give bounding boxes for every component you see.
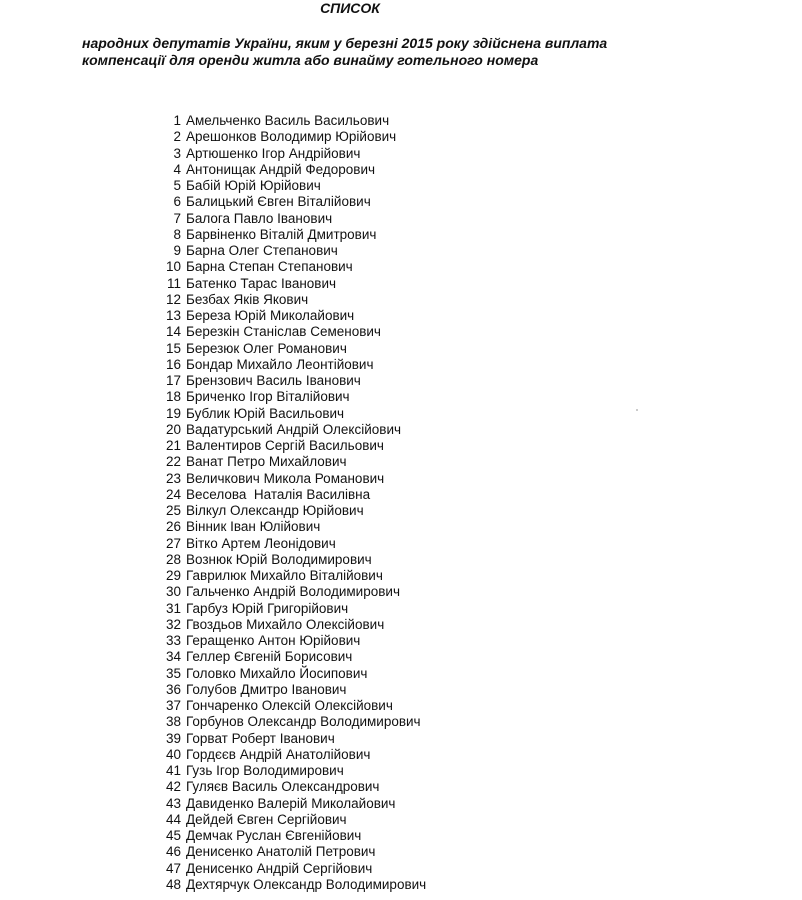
list-item (150, 162, 426, 178)
entry-name: Денисенко Андрій Сергійович (186, 860, 373, 876)
list-item (150, 373, 426, 389)
entry-number: 20 (165, 421, 181, 437)
entry-number: 35 (165, 665, 181, 681)
entry-name: Артюшенко Ігор Андрійович (186, 145, 361, 161)
entry-number: 18 (165, 389, 181, 405)
list-item (150, 568, 426, 584)
entry-number: 48 (165, 876, 181, 892)
list-item (150, 796, 426, 812)
list-item (150, 227, 426, 243)
document-title: СПИСОК (320, 0, 380, 16)
list-item (150, 747, 426, 763)
entry-name: Дехтярчук Олександр Володимирович (186, 876, 427, 892)
entry-name: Бриченко Ігор Віталійович (186, 389, 350, 405)
entry-name: Вінник Іван Юлійович (186, 519, 321, 535)
list-item (150, 389, 426, 405)
entry-name: Вознюк Юрій Володимирович (186, 551, 372, 567)
entry-number: 40 (165, 746, 181, 762)
scan-speck (636, 409, 638, 411)
entry-name: Дейдей Євген Сергійович (186, 811, 347, 827)
list-item (150, 861, 426, 877)
entry-name: Безбах Яків Якович (186, 291, 309, 307)
entry-number: 36 (165, 681, 181, 697)
entry-name: Давиденко Валерій Миколайович (186, 795, 396, 811)
entry-number: 27 (165, 535, 181, 551)
entry-name: Величкович Микола Романович (186, 470, 385, 486)
list-item (150, 503, 426, 519)
entry-number: 22 (165, 454, 181, 470)
entry-number: 8 (173, 226, 181, 242)
entry-name: Балицький Євген Віталійович (186, 194, 371, 210)
entry-name: Бондар Михайло Леонтійович (186, 356, 374, 372)
entry-name: Голубов Дмитро Іванович (186, 681, 347, 697)
list-item (150, 113, 426, 129)
list-item (150, 519, 426, 535)
entry-name: Горбунов Олександр Володимирович (186, 714, 421, 730)
entry-number: 28 (165, 551, 181, 567)
list-item (150, 357, 426, 373)
list-item (150, 276, 426, 292)
entry-number: 15 (165, 340, 181, 356)
list-item (150, 828, 426, 844)
entry-name: Гузь Ігор Володимирович (186, 763, 344, 778)
entry-number: 33 (165, 633, 181, 648)
entry-number: 23 (165, 470, 181, 486)
entry-name: Денисенко Анатолій Петрович (186, 844, 376, 860)
entry-name: Гарбуз Юрій Григорійович (186, 600, 349, 616)
list-item (150, 633, 426, 649)
list-item (150, 536, 426, 552)
entry-number: 46 (165, 844, 181, 860)
entry-name: Бабій Юрій Юрійович (186, 178, 321, 193)
entry-name: Веселова Наталія Василівна (186, 486, 371, 502)
entry-name: Амельченко Василь Васильович (186, 113, 390, 128)
entry-number: 30 (165, 584, 181, 600)
list-item (150, 763, 426, 779)
entry-name: Барвіненко Віталій Дмитрович (186, 226, 377, 242)
list-item (150, 714, 426, 730)
entry-number: 5 (173, 178, 181, 193)
entry-number: 24 (165, 486, 181, 502)
list-item (150, 844, 426, 860)
entry-name: Березюк Олег Романович (186, 340, 347, 356)
entry-number: 26 (165, 519, 181, 535)
list-item (150, 422, 426, 438)
entry-number: 9 (173, 243, 181, 258)
list-item (150, 666, 426, 682)
entry-name: Геллер Євгеній Борисович (186, 649, 353, 665)
entry-name: Вадатурський Андрій Олексійович (186, 421, 402, 437)
entry-number: 17 (165, 373, 181, 388)
list-item (150, 259, 426, 275)
list-item (150, 552, 426, 568)
entry-name: Береза Юрій Миколайович (186, 308, 355, 323)
entry-number: 1 (173, 113, 181, 128)
list-item (150, 243, 426, 259)
entry-number: 25 (165, 503, 181, 518)
entry-number: 13 (165, 308, 181, 323)
entry-name: Головко Михайло Йосипович (186, 665, 368, 681)
entry-name: Арешонков Володимир Юрійович (186, 129, 397, 145)
entry-name: Барна Олег Степанович (186, 243, 338, 258)
list-item (150, 308, 426, 324)
entry-number: 7 (173, 210, 181, 226)
entry-name: Геращенко Антон Юрійович (186, 633, 361, 648)
list-item (150, 194, 426, 210)
entry-number: 2 (173, 129, 181, 145)
entry-name: Валентиров Сергій Васильович (186, 438, 384, 453)
entry-number: 41 (165, 763, 181, 778)
entry-number: 34 (165, 649, 181, 665)
entry-number: 4 (173, 161, 181, 177)
entry-name: Брензович Василь Іванович (186, 373, 361, 388)
list-item (150, 178, 426, 194)
list-item (150, 812, 426, 828)
entry-number: 32 (165, 616, 181, 632)
entry-number: 12 (165, 291, 181, 307)
document-subtitle (82, 35, 782, 69)
entry-number: 43 (165, 795, 181, 811)
entry-number: 47 (165, 860, 181, 876)
list-item (150, 731, 426, 747)
entry-number: 31 (165, 600, 181, 616)
entry-name: Батенко Тарас Іванович (186, 275, 337, 291)
list-item (150, 649, 426, 665)
entry-name: Барна Степан Степанович (186, 259, 353, 275)
subtitle-line-1: народних депутатів України, яким у березні 2015 року здійснена виплата (82, 35, 608, 51)
entry-number: 6 (173, 194, 181, 210)
list-item (150, 877, 426, 893)
entry-name: Гаврилюк Михайло Віталійович (186, 568, 383, 583)
list-item (150, 471, 426, 487)
entry-name: Демчак Руслан Євгенійович (186, 828, 362, 843)
entry-name: Гуляєв Василь Олександрович (186, 779, 380, 795)
entry-name: Вітко Артем Леонідович (186, 535, 336, 551)
list-item (150, 146, 426, 162)
entry-name: Ванат Петро Михайлович (186, 454, 347, 470)
entry-name: Гвоздьов Михайло Олексійович (186, 616, 385, 632)
list-item (150, 617, 426, 633)
list-item (150, 454, 426, 470)
entry-number: 3 (173, 145, 181, 161)
list-item (150, 341, 426, 357)
list-item (150, 487, 426, 503)
list-item (150, 129, 426, 145)
entry-number: 44 (165, 811, 181, 827)
list-item (150, 682, 426, 698)
entry-name: Бублик Юрій Васильович (186, 405, 345, 421)
list-item (150, 698, 426, 714)
list-item (150, 324, 426, 340)
entry-name: Березкін Станіслав Семенович (186, 324, 381, 340)
list-item (150, 438, 426, 454)
subtitle-line-2: компенсації для оренди житла або винайму готельного номера (82, 52, 539, 68)
entry-number: 16 (165, 356, 181, 372)
entry-name: Горват Роберт Іванович (186, 730, 335, 746)
list-item (150, 779, 426, 795)
entry-number: 45 (165, 828, 181, 843)
entry-name: Вілкул Олександр Юрійович (186, 503, 364, 518)
entry-number: 10 (165, 259, 181, 275)
entry-number: 39 (165, 730, 181, 746)
entry-number: 11 (166, 275, 181, 291)
deputy-list (150, 113, 426, 893)
list-item (150, 601, 426, 617)
list-item (150, 211, 426, 227)
list-item (150, 406, 426, 422)
entry-number: 38 (165, 714, 181, 730)
entry-number: 14 (165, 324, 181, 340)
list-item (150, 584, 426, 600)
entry-name: Балога Павло Іванович (186, 210, 333, 226)
entry-name: Гончаренко Олексій Олексійович (186, 698, 393, 713)
entry-name: Антонищак Андрій Федорович (186, 161, 376, 177)
list-item (150, 292, 426, 308)
entry-number: 42 (165, 779, 181, 795)
entry-number: 21 (165, 438, 181, 453)
entry-number: 37 (165, 698, 181, 713)
entry-name: Гальченко Андрій Володимирович (186, 584, 400, 600)
entry-number: 29 (165, 568, 181, 583)
entry-name: Гордєєв Андрій Анатолійович (186, 746, 371, 762)
entry-number: 19 (165, 405, 181, 421)
